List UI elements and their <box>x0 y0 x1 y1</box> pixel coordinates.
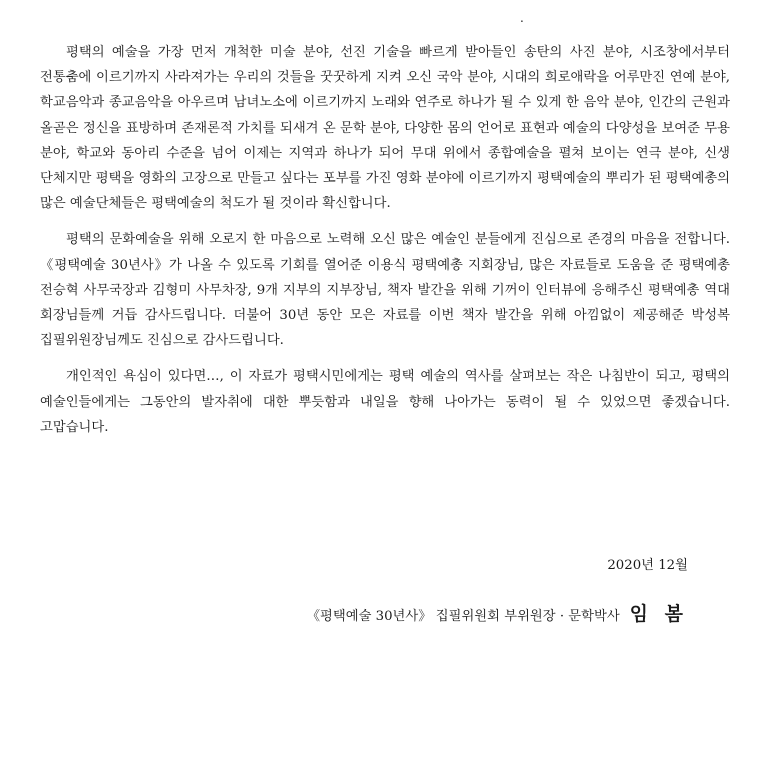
paragraph-acknowledgements: 평택의 문화예술을 위해 오로지 한 마음으로 노력해 오신 많은 예술인 분들에게 진심으로 존경의 마음을 전합니다. 《평택예술 30년사》가 나올 수 있도록 기회를 열어준 이용식 평택예총 지회장님, 많은 자료들로 도움을 준 평택예총 전승혁 사무국장과 김형미 사무차장, 9개 지부의 지부장님, 책자 발간을 위해 기꺼이 인터뷰에 응해주신 평택예총 역대 회장님들께 거듭 감사드립니다. 더불어 30년 동안 모은 자료를 이번 책자 발간을 위해 아낌없이 제공해준 박성복 집필위원장님께도 진심으로 감사드립니다. <box>40 232 730 349</box>
document-date: 2020년 12월 <box>607 558 688 573</box>
signature-title: 《평택예술 30년사》 집필위원회 부위원장 · 문학박사 <box>306 609 620 624</box>
signature-line <box>307 602 688 629</box>
page-mark: . <box>520 11 524 25</box>
paragraph-closing-wish: 개인적인 욕심이 있다면…, 이 자료가 평택시민에게는 평택 예술의 역사를 살펴보는 작은 나침반이 되고, 평택의 예술인들에게는 그동안의 발자취에 대한 뿌듯함과 내일을 향해 나아가는 동력이 될 수 있었으면 좋겠습니다. 고맙습니다. <box>40 369 730 435</box>
paragraph-arts-fields: 평택의 예술을 가장 먼저 개척한 미술 분야, 선진 기술을 빠르게 받아들인 송탄의 사진 분야, 시조창에서부터 전통춤에 이르기까지 사라져가는 우리의 것들을 꿋꿋하게 지켜 오신 국악 분야, 시대의 희로애락을 어루만진 연예 분야, 학교음악과 종교음악을 아우르며 남녀노소에 이르기까지 노래와 연주로 하나가 될 수 있게 한 음악 분야, 인간의 근원과 올곧은 정신을 표방하며 존재론적 가치를 되새겨 온 문학 분야, 다양한 몸의 언어로 표현과 예술의 다양성을 보여준 무용 분야, 학교와 동아리 수준을 넘어 이제는 지역과 하나가 되어 무대 위에서 종합예술을 펼쳐 보이는 연극 분야, 신생 단체지만 평택을 영화의 고장으로 만들고 싶다는 포부를 가진 영화 분야에 이르기까지 평택예술의 뿌리가 된 평택예총의 많은 예술단체들은 평택예술의 척도가 될 것이라 확신합니다. <box>40 45 730 212</box>
signature-name: 임 봄 <box>629 603 688 625</box>
document-body <box>40 40 730 451</box>
